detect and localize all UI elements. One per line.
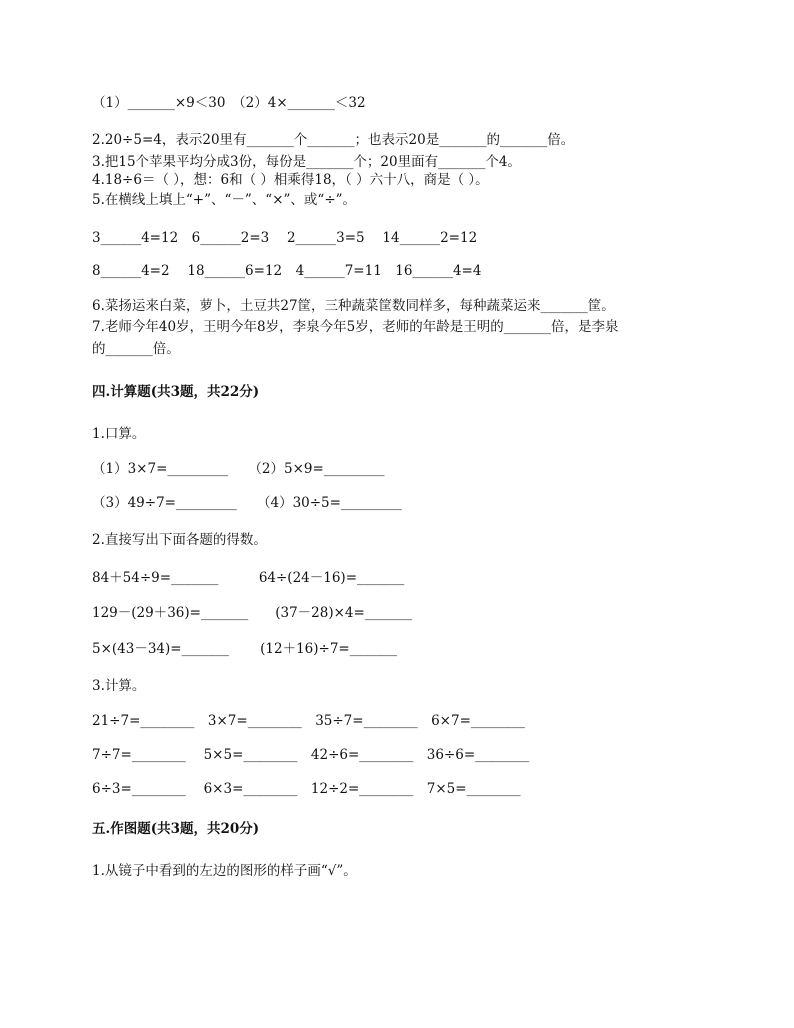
s4-q2-row1: 84＋54÷9=_______ 64÷(24－16)=_______ — [92, 570, 405, 586]
s4-q1-title: 1.口算。 — [92, 426, 146, 442]
section-5-title: 五.作图题(共3题，共20分) — [92, 821, 260, 837]
question-2: 2.20÷5=4，表示20里有_______个_______；也表示20是_______的_______倍。 — [92, 132, 575, 148]
s5-q1-title: 1.从镜子中看到的左边的图形的样子画“√”。 — [92, 863, 357, 879]
question-5: 5.在横线上填上“+”、“－”、“×”、或“÷”。 — [92, 192, 357, 208]
question-7-cont: 的_______倍。 — [92, 341, 180, 357]
s4-q2-row3: 5×(43－34)=_______ (12＋16)÷7=_______ — [92, 641, 397, 657]
s4-q2-row2: 129－(29＋36)=_______ (37－28)×4=_______ — [92, 605, 413, 621]
s4-q1-row1: （1）3×7=_________ （2）5×9=_________ — [92, 461, 385, 477]
operator-row-2: 8______4=2 18______6=12 4______7=11 16______4=4 — [92, 263, 482, 279]
s4-q3-row3: 6÷3=________ 6×3=________ 12÷2=________ 7×5=________ — [92, 781, 521, 797]
question-4: 4.18÷6＝（ ），想：6和（ ）相乘得18，（ ）六十八，商是（ ）。 — [92, 172, 489, 188]
question-7: 7.老师今年40岁，王明今年8岁，李泉今年5岁，老师的年龄是王明的_______倍，是李泉 — [92, 319, 619, 335]
fill-blank-line-1: （1）_______×9＜30 （2）4×_______＜32 — [92, 95, 366, 111]
s4-q3-row1: 21÷7=________ 3×7=________ 35÷7=________ 6×7=________ — [92, 713, 525, 729]
question-3: 3.把15个苹果平均分成3份，每份是_______个；20里面有_______个4。 — [92, 154, 521, 170]
s4-q3-title: 3.计算。 — [92, 678, 146, 694]
s4-q2-title: 2.直接写出下面各题的得数。 — [92, 532, 267, 548]
s4-q1-row2: （3）49÷7=_________ （4）30÷5=_________ — [92, 495, 402, 511]
section-4-title: 四.计算题(共3题，共22分) — [92, 384, 260, 400]
s4-q3-row2: 7÷7=________ 5×5=________ 42÷6=________ 36÷6=________ — [92, 747, 530, 763]
operator-row-1: 3______4=12 6______2=3 2______3=5 14______2=12 — [92, 230, 478, 246]
question-6: 6.菜扬运来白菜，萝卜，土豆共27筐，三种蔬菜筐数同样多，每种蔬菜运来_______筐。 — [92, 298, 615, 314]
